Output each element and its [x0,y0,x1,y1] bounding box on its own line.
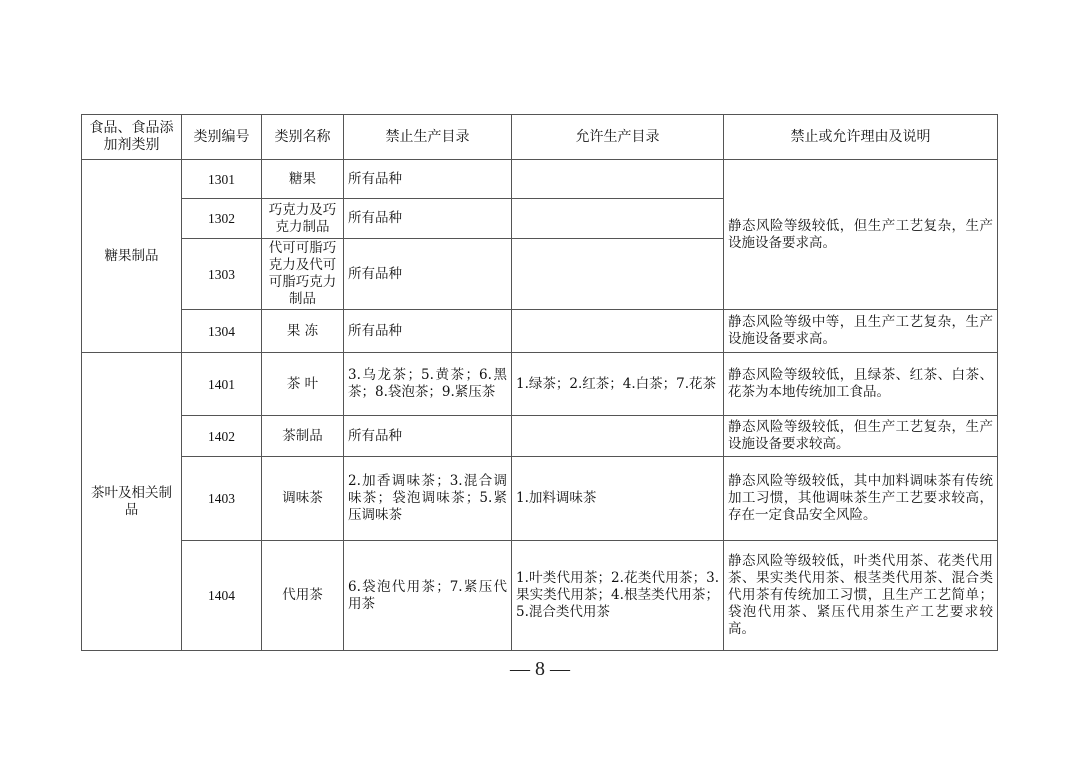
page-number: — 8 — [510,658,570,680]
row-name: 糖果 [262,160,344,199]
header-name: 类别名称 [262,115,344,160]
row-allowed [512,310,724,353]
table-row [82,416,998,457]
header-allowed: 允许生产目录 [512,115,724,160]
row-prohibited: 6.袋泡代用茶；7.紧压代用茶 [344,541,512,651]
row-code: 1303 [182,239,262,310]
table-row [82,160,998,199]
row-code: 1304 [182,310,262,353]
row-name: 巧克力及巧克力制品 [262,199,344,239]
row-prohibited: 所有品种 [344,199,512,239]
row-code: 1401 [182,353,262,416]
row-prohibited: 所有品种 [344,310,512,353]
candy-shared-reason: 静态风险等级较低，但生产工艺复杂，生产设施设备要求高。 [724,160,998,310]
header-code: 类别编号 [182,115,262,160]
row-prohibited: 3.乌龙茶；5.黄茶；6.黑茶；8.袋泡茶；9.紧压茶 [344,353,512,416]
row-code: 1402 [182,416,262,457]
header-category: 食品、食品添加剂类别 [82,115,182,160]
header-prohibited: 禁止生产目录 [344,115,512,160]
row-allowed [512,239,724,310]
header-reason: 禁止或允许理由及说明 [724,115,998,160]
row-prohibited: 所有品种 [344,239,512,310]
row-code: 1404 [182,541,262,651]
row-name: 茶制品 [262,416,344,457]
row-reason: 静态风险等级中等，且生产工艺复杂，生产设施设备要求高。 [724,310,998,353]
row-allowed: 1.加料调味茶 [512,457,724,541]
row-allowed [512,416,724,457]
row-allowed: 1.叶类代用茶；2.花类代用茶；3.果实类代用茶；4.根茎类代用茶；5.混合类代用茶 [512,541,724,651]
row-name: 果 冻 [262,310,344,353]
row-allowed [512,199,724,239]
table-row [82,457,998,541]
group-candy: 糖果制品 [82,160,182,353]
row-name: 代用茶 [262,541,344,651]
row-reason: 静态风险等级较低，其中加料调味茶有传统加工习惯，其他调味茶生产工艺要求较高，存在一定食品安全风险。 [724,457,998,541]
row-allowed: 1.绿茶；2.红茶；4.白茶；7.花茶 [512,353,724,416]
row-name: 代可可脂巧克力及代可可脂巧克力制品 [262,239,344,310]
table-row [82,541,998,651]
row-prohibited: 所有品种 [344,160,512,199]
row-name: 茶 叶 [262,353,344,416]
header-row [82,115,998,160]
row-reason: 静态风险等级较低，但生产工艺复杂，生产设施设备要求较高。 [724,416,998,457]
catalog-table [81,114,998,651]
row-reason: 静态风险等级较低，且绿茶、红茶、白茶、花茶为本地传统加工食品。 [724,353,998,416]
row-code: 1403 [182,457,262,541]
row-reason: 静态风险等级较低，叶类代用茶、花类代用茶、果实类代用茶、根茎类代用茶、混合类代用茶有传统加工习惯，且生产工艺简单；袋泡代用茶、紧压代用茶生产工艺要求较高。 [724,541,998,651]
row-code: 1301 [182,160,262,199]
table-row [82,310,998,353]
row-prohibited: 所有品种 [344,416,512,457]
row-code: 1302 [182,199,262,239]
row-name: 调味茶 [262,457,344,541]
table-row [82,353,998,416]
row-allowed [512,160,724,199]
row-prohibited: 2.加香调味茶；3.混合调味茶；袋泡调味茶；5.紧压调味茶 [344,457,512,541]
group-tea: 茶叶及相关制品 [82,353,182,651]
